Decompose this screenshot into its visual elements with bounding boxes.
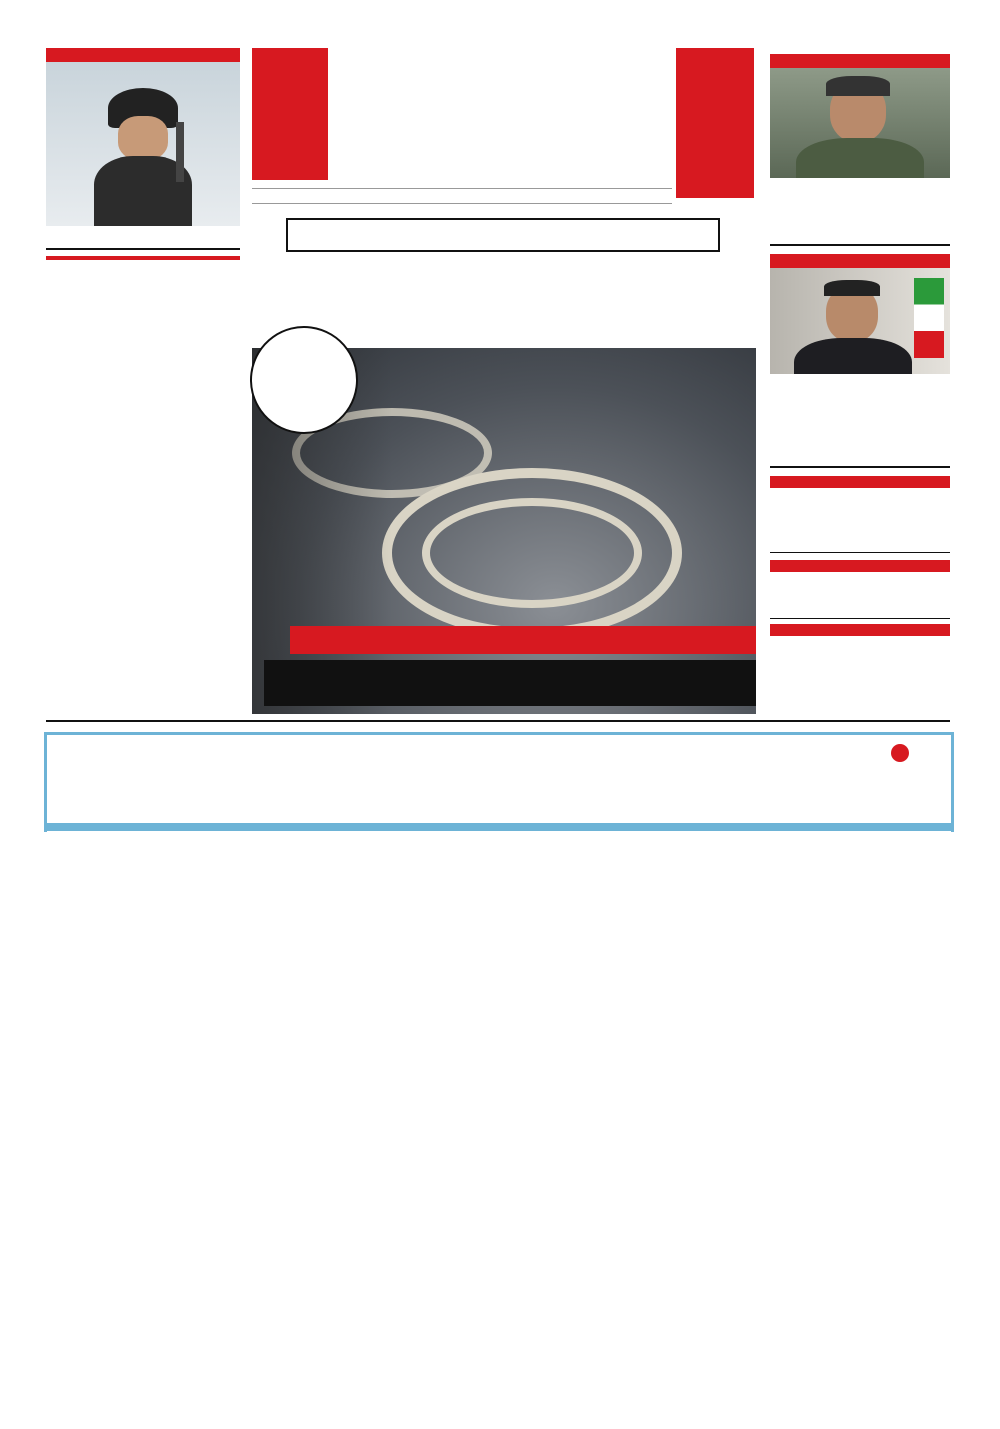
minister-photo: [770, 268, 950, 374]
page-ref: [770, 560, 950, 572]
page-ref: [770, 254, 950, 268]
lead-kicker-box: [286, 218, 720, 252]
page-ref: [770, 476, 950, 488]
divider: [770, 244, 950, 246]
page-ref: [46, 256, 240, 260]
photo-credit: [240, 632, 252, 712]
divider: [46, 248, 240, 250]
page-ref: [46, 48, 240, 62]
right-red-box[interactable]: [676, 48, 754, 198]
divider: [770, 466, 950, 468]
left-red-box[interactable]: [252, 48, 328, 180]
lead-caption-bar[interactable]: [264, 660, 756, 706]
justice-story: [46, 256, 240, 708]
lead-caption-kicker-bar: [290, 626, 756, 654]
top-left-story[interactable]: [46, 48, 240, 244]
ad-body-panel: [44, 800, 954, 830]
page-ref: [770, 54, 950, 68]
badge-kicker: [245, 334, 346, 359]
justice-body: [46, 262, 240, 634]
badge-text: [245, 334, 346, 359]
divider: [770, 618, 950, 619]
dateline: [252, 188, 672, 204]
commander-photo: [770, 68, 950, 178]
divider: [46, 720, 950, 722]
emblem-icon: [891, 744, 909, 762]
page-ref: [770, 624, 950, 636]
cleric-photo: [46, 62, 240, 226]
ad-logo-area: [860, 744, 940, 800]
divider: [770, 552, 950, 553]
